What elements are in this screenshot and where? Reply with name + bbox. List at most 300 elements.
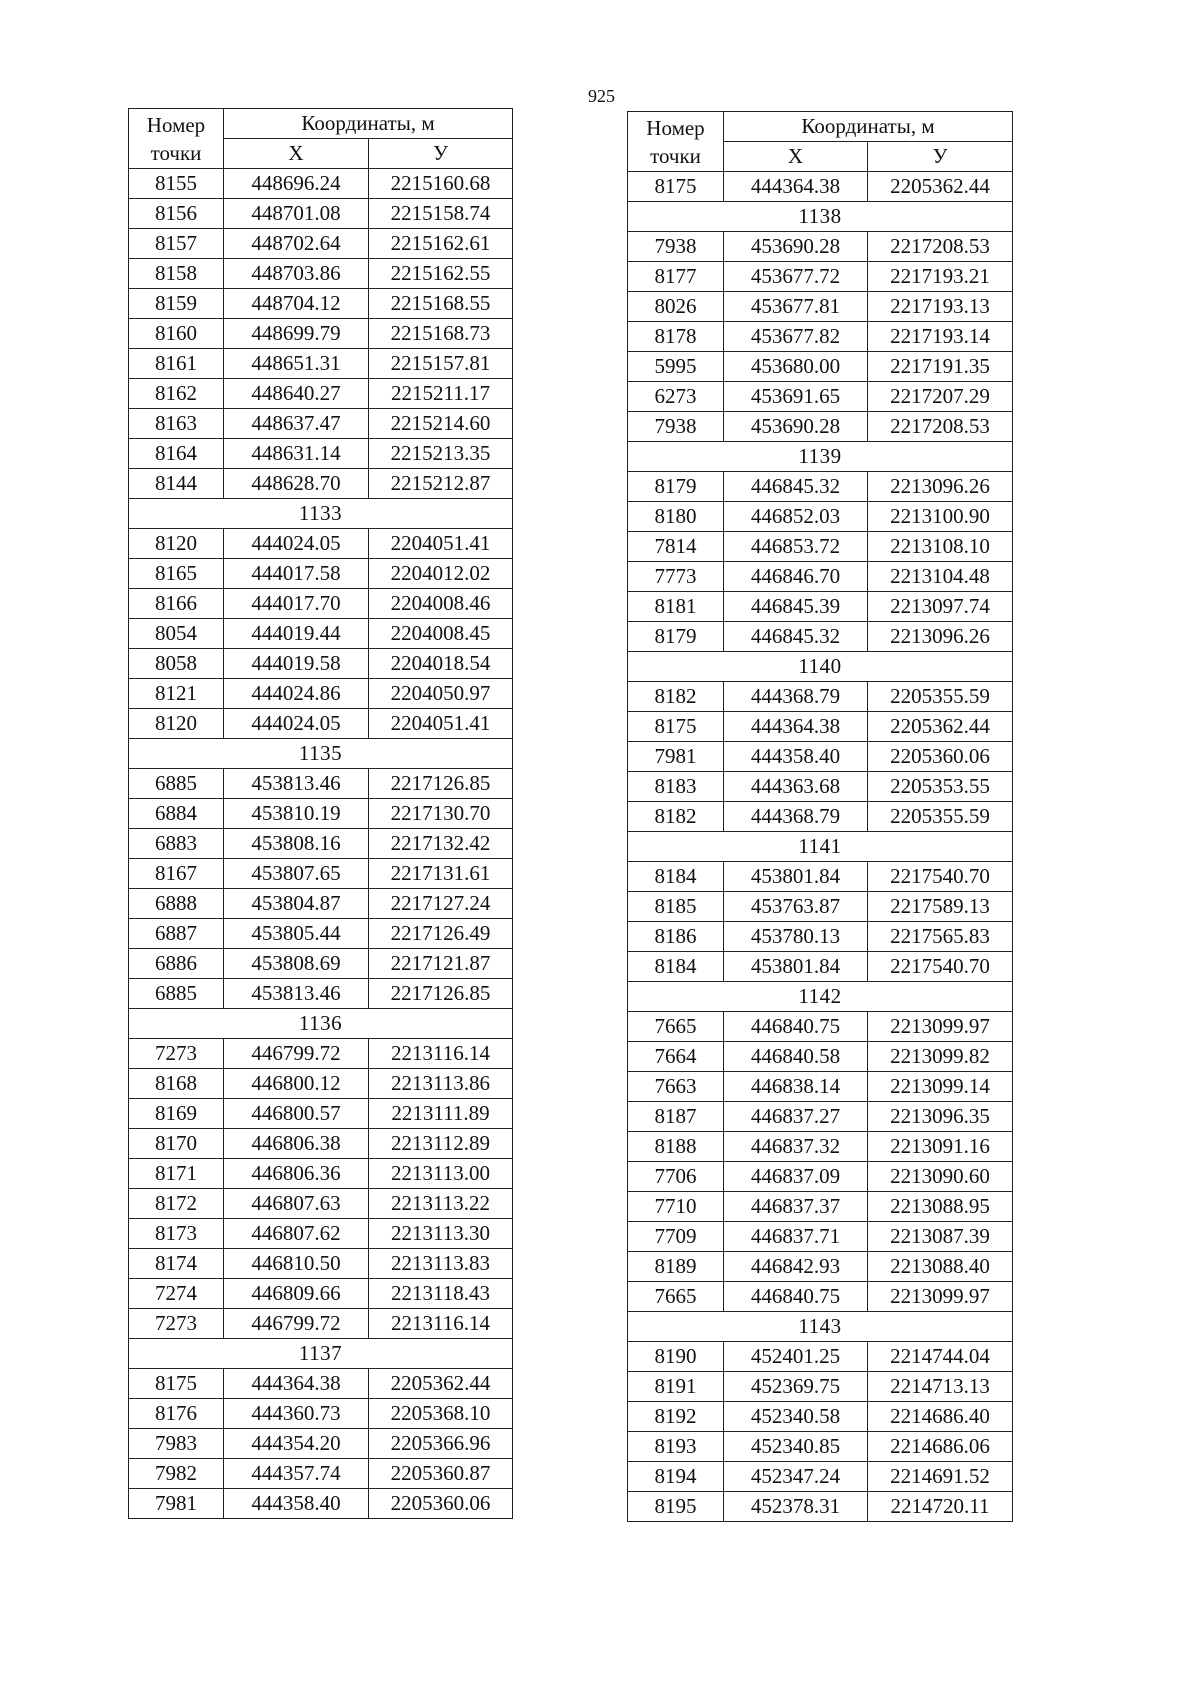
table-row [129, 889, 513, 919]
point-number-cell: 7664 [628, 1042, 724, 1072]
y-coordinate-cell: 2205362.44 [868, 712, 1013, 742]
x-coordinate-cell: 446809.66 [224, 1279, 369, 1309]
x-coordinate-cell: 452340.58 [724, 1402, 868, 1432]
point-number-cell: 7938 [628, 412, 724, 442]
x-coordinate-cell: 453763.87 [724, 892, 868, 922]
table-row [628, 172, 1013, 202]
y-coordinate-cell: 2204008.46 [369, 589, 513, 619]
table-row [129, 409, 513, 439]
point-number-cell: 7981 [628, 742, 724, 772]
x-coordinate-cell: 453807.65 [224, 859, 369, 889]
y-coordinate-cell: 2215157.81 [369, 349, 513, 379]
point-number-cell: 8183 [628, 772, 724, 802]
table-row [129, 589, 513, 619]
point-number-cell: 6885 [129, 979, 224, 1009]
table-row [129, 1459, 513, 1489]
group-label: 1137 [129, 1339, 513, 1369]
point-number-cell: 7706 [628, 1162, 724, 1192]
table-row [129, 1309, 513, 1339]
point-number-cell: 8193 [628, 1432, 724, 1462]
x-coordinate-cell: 453813.46 [224, 979, 369, 1009]
table-row [129, 619, 513, 649]
x-coordinate-cell: 446840.75 [724, 1282, 868, 1312]
y-coordinate-cell: 2217208.53 [868, 232, 1013, 262]
y-coordinate-cell: 2205362.44 [369, 1369, 513, 1399]
table-row [628, 562, 1013, 592]
group-row [628, 652, 1013, 682]
y-coordinate-cell: 2217193.21 [868, 262, 1013, 292]
table-row [628, 742, 1013, 772]
table-row [628, 1132, 1013, 1162]
y-coordinate-cell: 2217540.70 [868, 952, 1013, 982]
table-row [628, 1042, 1013, 1072]
point-number-cell: 8161 [129, 349, 224, 379]
point-number-cell: 8178 [628, 322, 724, 352]
y-coordinate-cell: 2215162.55 [369, 259, 513, 289]
y-coordinate-cell: 2215168.73 [369, 319, 513, 349]
y-coordinate-cell: 2204051.41 [369, 529, 513, 559]
x-coordinate-cell: 444358.40 [224, 1489, 369, 1519]
x-coordinate-cell: 446799.72 [224, 1309, 369, 1339]
table-row [129, 439, 513, 469]
x-coordinate-cell: 448637.47 [224, 409, 369, 439]
y-header: У [369, 139, 513, 169]
table-row [129, 1129, 513, 1159]
group-label: 1136 [129, 1009, 513, 1039]
point-number-cell: 8176 [129, 1399, 224, 1429]
table-row [129, 679, 513, 709]
y-coordinate-cell: 2205353.55 [868, 772, 1013, 802]
table-row [129, 259, 513, 289]
table-row [129, 709, 513, 739]
table-row [628, 802, 1013, 832]
y-coordinate-cell: 2213097.74 [868, 592, 1013, 622]
table-row [628, 412, 1013, 442]
point-number-header-line2: точки [650, 143, 701, 168]
y-coordinate-cell: 2213099.97 [868, 1282, 1013, 1312]
point-number-cell: 7273 [129, 1309, 224, 1339]
point-number-cell: 8177 [628, 262, 724, 292]
x-coordinate-cell: 446845.39 [724, 592, 868, 622]
y-coordinate-cell: 2215168.55 [369, 289, 513, 319]
table-row [129, 229, 513, 259]
x-coordinate-cell: 446846.70 [724, 562, 868, 592]
x-coordinate-cell: 446837.27 [724, 1102, 868, 1132]
x-coordinate-cell: 444363.68 [724, 772, 868, 802]
table-row [129, 379, 513, 409]
group-row [628, 442, 1013, 472]
x-coordinate-cell: 446807.62 [224, 1219, 369, 1249]
y-coordinate-cell: 2213096.26 [868, 472, 1013, 502]
y-coordinate-cell: 2205360.06 [868, 742, 1013, 772]
x-header: X [724, 142, 868, 172]
point-number-cell: 8187 [628, 1102, 724, 1132]
table-row [628, 1102, 1013, 1132]
y-coordinate-cell: 2204008.45 [369, 619, 513, 649]
table-row [628, 1432, 1013, 1462]
table-row [129, 1369, 513, 1399]
y-coordinate-cell: 2215211.17 [369, 379, 513, 409]
y-coordinate-cell: 2217540.70 [868, 862, 1013, 892]
table-row [129, 289, 513, 319]
y-coordinate-cell: 2213099.82 [868, 1042, 1013, 1072]
x-coordinate-cell: 446800.57 [224, 1099, 369, 1129]
x-coordinate-cell: 444354.20 [224, 1429, 369, 1459]
y-coordinate-cell: 2213113.30 [369, 1219, 513, 1249]
point-number-cell: 8155 [129, 169, 224, 199]
x-coordinate-cell: 444019.58 [224, 649, 369, 679]
y-coordinate-cell: 2215214.60 [369, 409, 513, 439]
point-number-cell: 7665 [628, 1012, 724, 1042]
point-number-cell: 8164 [129, 439, 224, 469]
table-row [129, 559, 513, 589]
point-number-cell: 8160 [129, 319, 224, 349]
table-row [628, 1372, 1013, 1402]
y-coordinate-cell: 2213113.22 [369, 1189, 513, 1219]
point-number-cell: 8026 [628, 292, 724, 322]
point-number-header-line1: Номер [146, 112, 206, 137]
x-coordinate-cell: 446845.32 [724, 622, 868, 652]
point-number-cell: 8144 [129, 469, 224, 499]
table-row [129, 649, 513, 679]
y-coordinate-cell: 2213088.40 [868, 1252, 1013, 1282]
point-number-cell: 8195 [628, 1492, 724, 1522]
x-coordinate-cell: 448703.86 [224, 259, 369, 289]
x-coordinate-cell: 444364.38 [724, 712, 868, 742]
x-coordinate-cell: 453677.81 [724, 292, 868, 322]
y-coordinate-cell: 2213112.89 [369, 1129, 513, 1159]
y-coordinate-cell: 2217132.42 [369, 829, 513, 859]
table-row [129, 349, 513, 379]
x-coordinate-cell: 446837.37 [724, 1192, 868, 1222]
table-row [628, 952, 1013, 982]
y-coordinate-cell: 2215158.74 [369, 199, 513, 229]
point-number-cell: 8175 [628, 712, 724, 742]
point-number-cell: 7663 [628, 1072, 724, 1102]
point-number-cell: 7983 [129, 1429, 224, 1459]
group-row [628, 202, 1013, 232]
table-row [129, 799, 513, 829]
header-row [628, 112, 1013, 142]
table-row [628, 352, 1013, 382]
point-number-cell: 8163 [129, 409, 224, 439]
x-coordinate-cell: 446840.58 [724, 1042, 868, 1072]
y-header: У [868, 142, 1013, 172]
y-coordinate-cell: 2205362.44 [868, 172, 1013, 202]
y-coordinate-cell: 2213099.14 [868, 1072, 1013, 1102]
y-coordinate-cell: 2213108.10 [868, 532, 1013, 562]
x-coordinate-cell: 446806.36 [224, 1159, 369, 1189]
x-coordinate-cell: 444368.79 [724, 802, 868, 832]
y-coordinate-cell: 2205360.87 [369, 1459, 513, 1489]
x-coordinate-cell: 453805.44 [224, 919, 369, 949]
x-coordinate-cell: 453810.19 [224, 799, 369, 829]
group-row [129, 739, 513, 769]
table-row [129, 919, 513, 949]
x-coordinate-cell: 448701.08 [224, 199, 369, 229]
point-number-cell: 8159 [129, 289, 224, 319]
x-coordinate-cell: 448631.14 [224, 439, 369, 469]
y-coordinate-cell: 2217127.24 [369, 889, 513, 919]
group-row [628, 1312, 1013, 1342]
y-coordinate-cell: 2214686.06 [868, 1432, 1013, 1462]
x-coordinate-cell: 453690.28 [724, 412, 868, 442]
y-coordinate-cell: 2213113.83 [369, 1249, 513, 1279]
table-row [628, 1342, 1013, 1372]
x-coordinate-cell: 453808.69 [224, 949, 369, 979]
table-row [628, 1162, 1013, 1192]
x-coordinate-cell: 448699.79 [224, 319, 369, 349]
x-coordinate-cell: 453691.65 [724, 382, 868, 412]
point-number-cell: 8167 [129, 859, 224, 889]
x-coordinate-cell: 448640.27 [224, 379, 369, 409]
x-coordinate-cell: 446852.03 [724, 502, 868, 532]
group-row [129, 499, 513, 529]
point-number-cell: 8182 [628, 802, 724, 832]
point-number-cell: 8166 [129, 589, 224, 619]
x-coordinate-cell: 446837.32 [724, 1132, 868, 1162]
table-row [628, 382, 1013, 412]
group-row [628, 982, 1013, 1012]
x-coordinate-cell: 452347.24 [724, 1462, 868, 1492]
point-number-cell: 8185 [628, 892, 724, 922]
point-number-cell: 7709 [628, 1222, 724, 1252]
y-coordinate-cell: 2217565.83 [868, 922, 1013, 952]
y-coordinate-cell: 2205368.10 [369, 1399, 513, 1429]
point-number-cell: 8054 [129, 619, 224, 649]
point-number-cell: 7938 [628, 232, 724, 262]
table-row [628, 1492, 1013, 1522]
point-number-cell: 6885 [129, 769, 224, 799]
table-row [129, 1249, 513, 1279]
table-row [129, 829, 513, 859]
point-number-cell: 8168 [129, 1069, 224, 1099]
point-number-cell: 8174 [129, 1249, 224, 1279]
group-label: 1139 [628, 442, 1013, 472]
y-coordinate-cell: 2205360.06 [369, 1489, 513, 1519]
x-coordinate-cell: 453680.00 [724, 352, 868, 382]
table-row [628, 622, 1013, 652]
table-row [129, 319, 513, 349]
table-row [129, 979, 513, 1009]
x-coordinate-cell: 444017.58 [224, 559, 369, 589]
x-coordinate-cell: 446845.32 [724, 472, 868, 502]
x-coordinate-cell: 453690.28 [724, 232, 868, 262]
coordinates-table-left [128, 108, 513, 1519]
point-number-cell: 6883 [129, 829, 224, 859]
point-number-cell: 8121 [129, 679, 224, 709]
point-number-cell: 5995 [628, 352, 724, 382]
y-coordinate-cell: 2214686.40 [868, 1402, 1013, 1432]
point-number-cell: 8192 [628, 1402, 724, 1432]
y-coordinate-cell: 2213104.48 [868, 562, 1013, 592]
coordinates-table-right [627, 111, 1013, 1522]
point-number-cell: 8190 [628, 1342, 724, 1372]
table-row [628, 1222, 1013, 1252]
table-row [129, 169, 513, 199]
table-body-right [628, 112, 1013, 1522]
y-coordinate-cell: 2217130.70 [369, 799, 513, 829]
point-number-cell: 8184 [628, 862, 724, 892]
table-row [628, 682, 1013, 712]
y-coordinate-cell: 2204012.02 [369, 559, 513, 589]
x-coordinate-cell: 453780.13 [724, 922, 868, 952]
x-coordinate-cell: 453813.46 [224, 769, 369, 799]
table-row [628, 322, 1013, 352]
y-coordinate-cell: 2215162.61 [369, 229, 513, 259]
y-coordinate-cell: 2204050.97 [369, 679, 513, 709]
x-coordinate-cell: 446810.50 [224, 1249, 369, 1279]
point-number-cell: 7982 [129, 1459, 224, 1489]
y-coordinate-cell: 2213113.86 [369, 1069, 513, 1099]
x-coordinate-cell: 446842.93 [724, 1252, 868, 1282]
y-coordinate-cell: 2205355.59 [868, 682, 1013, 712]
point-number-cell: 8194 [628, 1462, 724, 1492]
x-coordinate-cell: 453801.84 [724, 862, 868, 892]
table-row [129, 1219, 513, 1249]
x-coordinate-cell: 444358.40 [724, 742, 868, 772]
y-coordinate-cell: 2205366.96 [369, 1429, 513, 1459]
y-coordinate-cell: 2213116.14 [369, 1039, 513, 1069]
table-row [129, 1159, 513, 1189]
point-number-cell: 8182 [628, 682, 724, 712]
point-number-cell: 8172 [129, 1189, 224, 1219]
table-row [129, 1489, 513, 1519]
x-coordinate-cell: 446837.09 [724, 1162, 868, 1192]
group-label: 1133 [129, 499, 513, 529]
x-coordinate-cell: 446853.72 [724, 532, 868, 562]
point-number-cell: 8179 [628, 472, 724, 502]
x-coordinate-cell: 444017.70 [224, 589, 369, 619]
table-row [628, 592, 1013, 622]
header-row [129, 109, 513, 139]
coordinates-header: Координаты, м [724, 112, 1013, 142]
table-row [628, 772, 1013, 802]
point-number-cell: 6273 [628, 382, 724, 412]
point-number-cell: 8158 [129, 259, 224, 289]
x-coordinate-cell: 446806.38 [224, 1129, 369, 1159]
y-coordinate-cell: 2213088.95 [868, 1192, 1013, 1222]
x-coordinate-cell: 446807.63 [224, 1189, 369, 1219]
point-number-cell: 7274 [129, 1279, 224, 1309]
table-row [628, 712, 1013, 742]
y-coordinate-cell: 2213099.97 [868, 1012, 1013, 1042]
table-row [628, 892, 1013, 922]
x-coordinate-cell: 446840.75 [724, 1012, 868, 1042]
y-coordinate-cell: 2217193.13 [868, 292, 1013, 322]
y-coordinate-cell: 2217131.61 [369, 859, 513, 889]
point-number-cell: 8191 [628, 1372, 724, 1402]
y-coordinate-cell: 2213118.43 [369, 1279, 513, 1309]
y-coordinate-cell: 2204018.54 [369, 649, 513, 679]
y-coordinate-cell: 2213111.89 [369, 1099, 513, 1129]
point-number-cell: 7981 [129, 1489, 224, 1519]
y-coordinate-cell: 2217207.29 [868, 382, 1013, 412]
point-number-cell: 7665 [628, 1282, 724, 1312]
point-number-cell: 8180 [628, 502, 724, 532]
x-coordinate-cell: 444364.38 [724, 172, 868, 202]
x-coordinate-cell: 453677.82 [724, 322, 868, 352]
point-number-cell: 6884 [129, 799, 224, 829]
y-coordinate-cell: 2213096.35 [868, 1102, 1013, 1132]
x-coordinate-cell: 444360.73 [224, 1399, 369, 1429]
point-number-cell: 6887 [129, 919, 224, 949]
x-coordinate-cell: 448651.31 [224, 349, 369, 379]
page-number: 925 [588, 86, 615, 106]
group-label: 1135 [129, 739, 513, 769]
table-row [628, 232, 1013, 262]
group-label: 1141 [628, 832, 1013, 862]
group-label: 1138 [628, 202, 1013, 232]
y-coordinate-cell: 2213087.39 [868, 1222, 1013, 1252]
y-coordinate-cell: 2217193.14 [868, 322, 1013, 352]
table-row [628, 532, 1013, 562]
table-row [129, 1069, 513, 1099]
point-number-cell: 8173 [129, 1219, 224, 1249]
table-row [628, 262, 1013, 292]
table-row [129, 859, 513, 889]
table-row [129, 769, 513, 799]
table-row [628, 862, 1013, 892]
point-number-cell: 8175 [129, 1369, 224, 1399]
point-number-cell: 8156 [129, 199, 224, 229]
group-row [628, 832, 1013, 862]
y-coordinate-cell: 2217191.35 [868, 352, 1013, 382]
y-coordinate-cell: 2214744.04 [868, 1342, 1013, 1372]
table-row [129, 1039, 513, 1069]
coordinates-header: Координаты, м [224, 109, 513, 139]
y-coordinate-cell: 2213096.26 [868, 622, 1013, 652]
table-row [129, 529, 513, 559]
x-coordinate-cell: 448704.12 [224, 289, 369, 319]
group-row [129, 1339, 513, 1369]
y-coordinate-cell: 2214720.11 [868, 1492, 1013, 1522]
point-number-cell: 8120 [129, 529, 224, 559]
x-coordinate-cell: 453808.16 [224, 829, 369, 859]
table-row [129, 469, 513, 499]
x-coordinate-cell: 452378.31 [724, 1492, 868, 1522]
y-coordinate-cell: 2205355.59 [868, 802, 1013, 832]
point-number-cell: 8162 [129, 379, 224, 409]
point-number-cell: 8170 [129, 1129, 224, 1159]
y-coordinate-cell: 2217589.13 [868, 892, 1013, 922]
y-coordinate-cell: 2217121.87 [369, 949, 513, 979]
table-row [628, 472, 1013, 502]
x-coordinate-cell: 446799.72 [224, 1039, 369, 1069]
x-coordinate-cell: 448696.24 [224, 169, 369, 199]
point-number-header [628, 112, 724, 172]
x-coordinate-cell: 448628.70 [224, 469, 369, 499]
x-coordinate-cell: 452401.25 [724, 1342, 868, 1372]
point-number-header-line2: точки [150, 140, 202, 165]
y-coordinate-cell: 2215212.87 [369, 469, 513, 499]
x-coordinate-cell: 444024.05 [224, 529, 369, 559]
point-number-cell: 8188 [628, 1132, 724, 1162]
point-number-cell: 8184 [628, 952, 724, 982]
point-number-cell: 8165 [129, 559, 224, 589]
group-row [129, 1009, 513, 1039]
point-number-header-line1: Номер [646, 115, 705, 140]
x-coordinate-cell: 453677.72 [724, 262, 868, 292]
x-coordinate-cell: 446838.14 [724, 1072, 868, 1102]
y-coordinate-cell: 2213100.90 [868, 502, 1013, 532]
table-row [628, 1012, 1013, 1042]
table-row [129, 1189, 513, 1219]
point-number-header [129, 109, 224, 169]
table-row [129, 1399, 513, 1429]
point-number-cell: 7814 [628, 532, 724, 562]
y-coordinate-cell: 2217126.85 [369, 979, 513, 1009]
